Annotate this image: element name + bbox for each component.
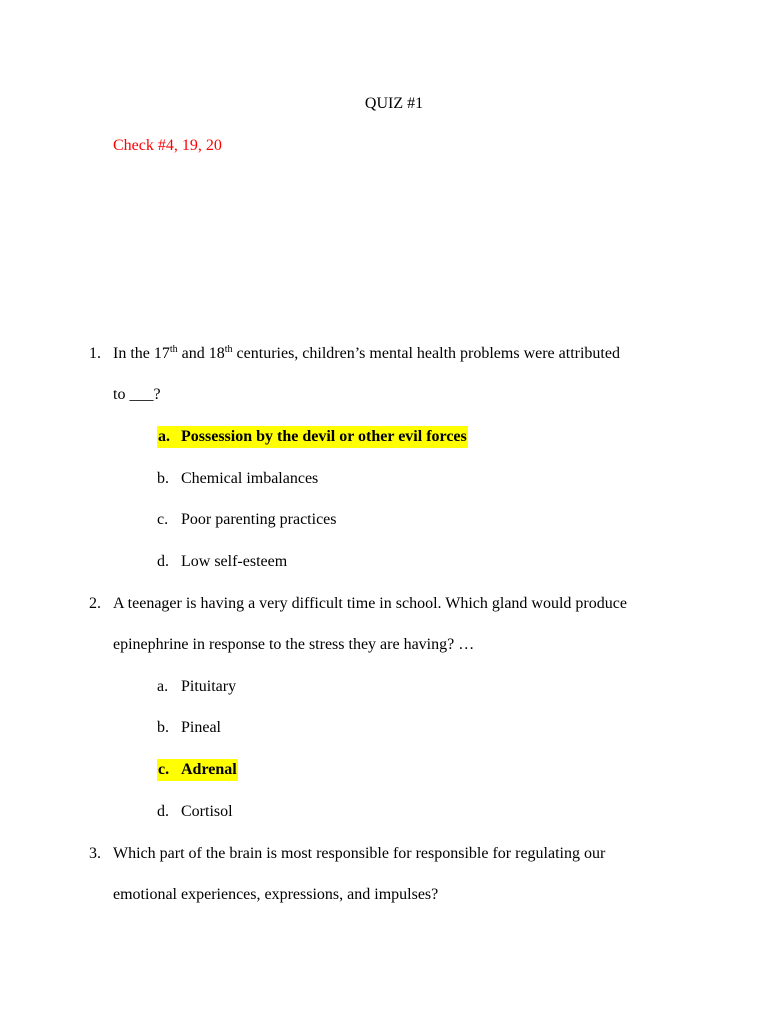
option-letter: a. (158, 428, 170, 445)
question-text-line-2: to ___? (113, 386, 161, 403)
option-text: Pineal (181, 719, 221, 736)
option-1a-highlighted (157, 426, 468, 448)
option-text: Poor parenting practices (181, 511, 337, 528)
option-letter: c. (158, 761, 170, 778)
option-letter: a. (157, 678, 169, 695)
option-text: Possession by the devil or other evil forces (181, 428, 467, 445)
option-letter: b. (157, 719, 169, 736)
quiz-title: QUIZ #1 (364, 95, 424, 112)
option-text: Chemical imbalances (181, 470, 319, 487)
option-2c-highlighted (157, 759, 238, 781)
option-text: Low self-esteem (181, 553, 288, 570)
option-text: Cortisol (181, 803, 233, 820)
option-letter: c. (157, 511, 169, 528)
question-number: 2. (89, 595, 101, 612)
option-text: Pituitary (181, 678, 237, 695)
option-letter: d. (157, 553, 169, 570)
question-number: 1. (89, 345, 101, 362)
question-text-line-1: In the 17th and 18th centuries, children’s mental health problems were attributed (113, 344, 620, 362)
question-text-line-1: A teenager is having a very difficult time in school. Which gland would produce (113, 595, 627, 612)
check-note: Check #4, 19, 20 (113, 137, 222, 154)
option-text: Adrenal (181, 761, 237, 778)
question-text-line-2: epinephrine in response to the stress they are having? … (113, 636, 475, 653)
question-text-line-1: Which part of the brain is most responsible for responsible for regulating our (113, 845, 606, 862)
option-letter: d. (157, 803, 169, 820)
question-number: 3. (89, 845, 101, 862)
option-letter: b. (157, 470, 169, 487)
question-text-line-2: emotional experiences, expressions, and impulses? (113, 886, 439, 903)
